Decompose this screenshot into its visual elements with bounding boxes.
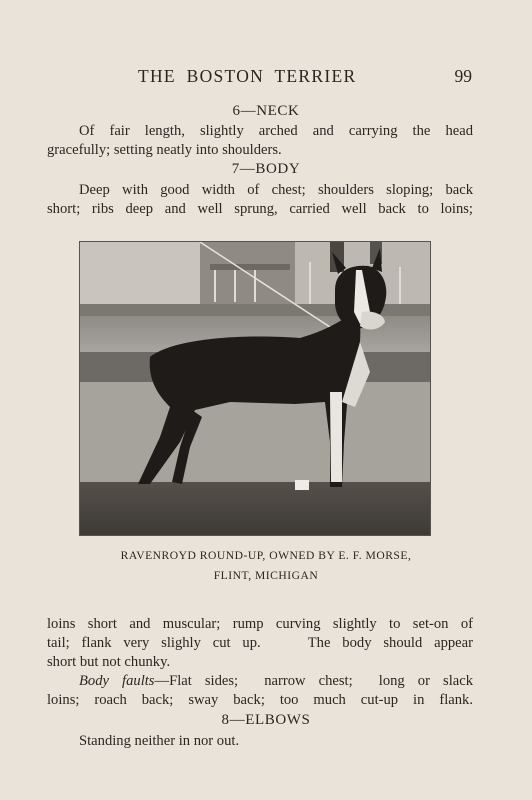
- text-line: Of fair length, slightly arched and carrying the head: [79, 123, 473, 139]
- photo-caption-line-1: RAVENROYD ROUND-UP, OWNED BY E. F. MORSE,: [120, 549, 412, 562]
- body-faults-label: Body faults: [79, 673, 155, 689]
- text-line: [47, 672, 473, 691]
- grass: [80, 482, 430, 535]
- elbows-paragraph: [47, 732, 473, 751]
- text-line: Standing neither in nor out.: [79, 733, 240, 749]
- body-continuation-paragraph: [47, 615, 473, 672]
- section-heading-elbows: 8—ELBOWS: [221, 712, 311, 728]
- text-line: short but not chunky.: [47, 654, 171, 670]
- neck-paragraph: [47, 122, 473, 160]
- body-paragraph: [47, 181, 473, 219]
- text-line: tail; flank very slighly cut up. The body should appear: [47, 635, 473, 651]
- section-heading-neck: 6—NECK: [232, 103, 300, 119]
- body-faults-paragraph: [47, 672, 473, 710]
- photo-of-boston-terrier: [79, 241, 431, 536]
- text-line: gracefully; setting neatly into shoulders.: [47, 142, 282, 158]
- photo-caption-line-2: FLINT, MICHIGAN: [213, 569, 319, 582]
- text-line: Deep with good width of chest; shoulders sloping; back: [79, 182, 473, 198]
- page-number: 99: [454, 66, 472, 86]
- page-header: [0, 66, 532, 90]
- section-heading-body: 7—BODY: [231, 161, 301, 177]
- text-line: short; ribs deep and well sprung, carried well back to loins;: [47, 201, 473, 217]
- dog-photograph: [80, 242, 430, 535]
- text-line: loins; roach back; sway back; too much cut-up in flank.: [47, 692, 473, 708]
- running-title: THE BOSTON TERRIER: [138, 66, 357, 86]
- text-line: loins short and muscular; rump curving slightly to set-on of: [47, 616, 473, 632]
- body-faults-text: —Flat sides; narrow chest; long or slack: [154, 673, 474, 689]
